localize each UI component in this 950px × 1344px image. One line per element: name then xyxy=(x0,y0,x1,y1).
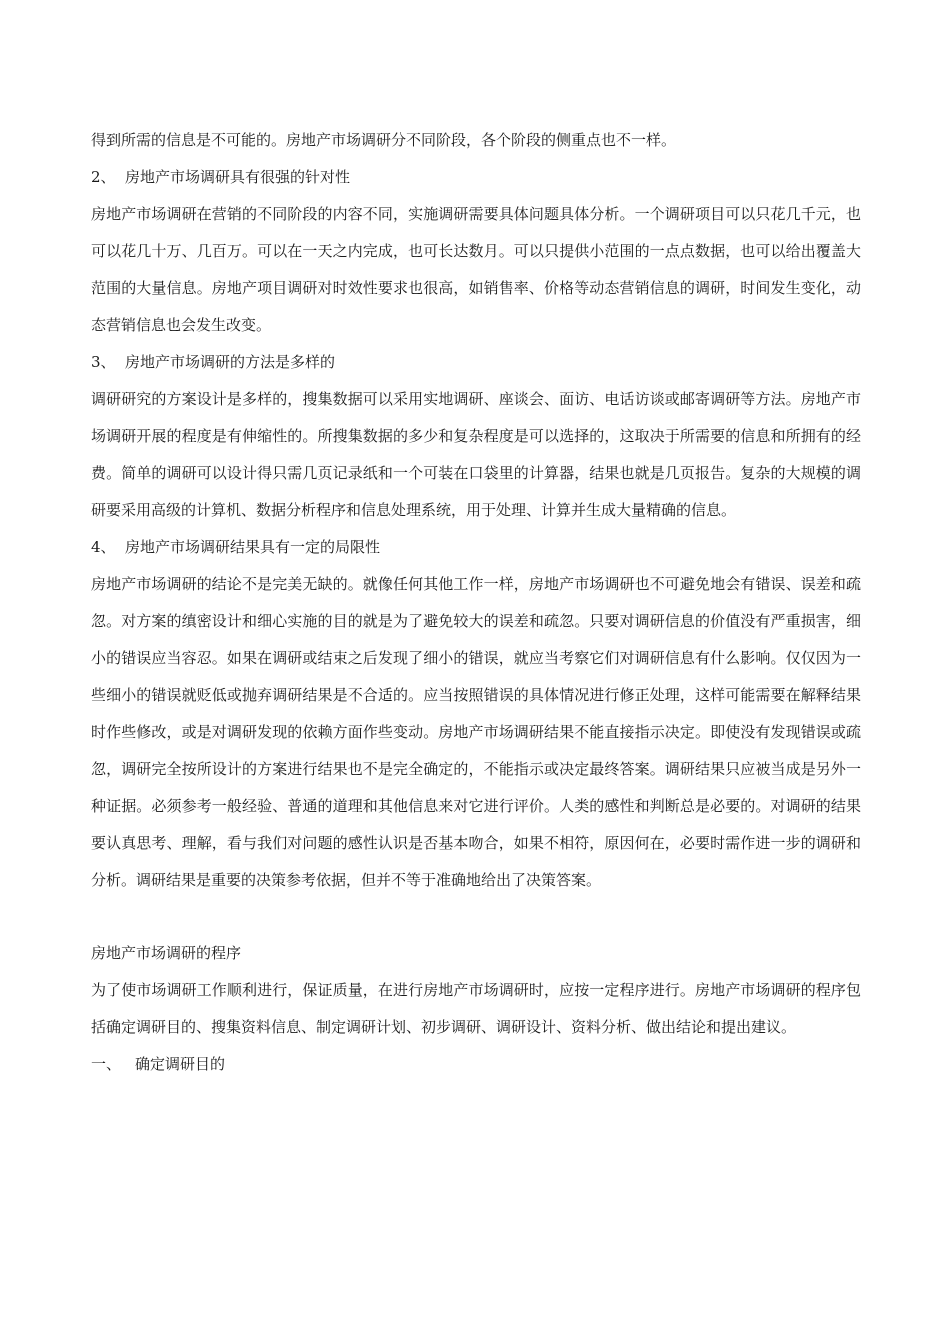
step-1-title: 确定调研目的 xyxy=(135,1055,226,1073)
point-2-heading xyxy=(91,159,861,196)
step-1-heading xyxy=(91,1046,861,1083)
point-3-paragraph: 调研研究的方案设计是多样的，搜集数据可以采用实地调研、座谈会、面访、电话访谈或邮寄调研等方法。房地产市场调研开展的程度是有伸缩性的。所搜集数据的多少和复杂程度是可以选择的，这取决于所需要的信息和所拥有的经费。简单的调研可以设计得只需几页记录纸和一个可装在口袋里的计算器，结果也就是几页报告。复杂的大规模的调研要采用高级的计算机、数据分析程序和信息处理系统，用于处理、计算并生成大量精确的信息。 xyxy=(91,390,861,519)
point-4-title: 房地产市场调研结果具有一定的局限性 xyxy=(125,538,381,556)
point-4-paragraph: 房地产市场调研的结论不是完美无缺的。就像任何其他工作一样，房地产市场调研也不可避免地会有错误、误差和疏忽。对方案的缜密设计和细心实施的目的就是为了避免较大的误差和疏忽。只要对调研信息的价值没有严重损害，细小的错误应当容忍。如果在调研或结束之后发现了细小的错误，就应当考察它们对调研信息有什么影响。仅仅因为一些细小的错误就贬低或抛弃调研结果是不合适的。应当按照错误的具体情况进行修正处理，这样可能需要在解释结果时作些修改，或是对调研发现的依赖方面作些变动。房地产市场调研结果不能直接指示决定。即使没有发现错误或疏忽，调研完全按所设计的方案进行结果也不是完全确定的，不能指示或决定最终答案。调研结果只应被当成是另外一种证据。必须参考一般经验、普通的道理和其他信息来对它进行评价。人类的感性和判断总是必要的。对调研的结果要认真思考、理解，看与我们对问题的感性认识是否基本吻合，如果不相符，原因何在，必要时需作进一步的调研和分析。调研结果是重要的决策参考依据，但并不等于准确地给出了决策答案。 xyxy=(91,575,861,889)
point-3-title: 房地产市场调研的方法是多样的 xyxy=(125,353,336,371)
point-2-title: 房地产市场调研具有很强的针对性 xyxy=(125,168,351,186)
point-4-heading xyxy=(91,529,861,566)
point-2-paragraph: 房地产市场调研在营销的不同阶段的内容不同，实施调研需要具体问题具体分析。一个调研项目可以只花几千元，也可以花几十万、几百万。可以在一天之内完成，也可长达数月。可以只提供小范围的一点点数据，也可以给出覆盖大范围的大量信息。房地产项目调研对时效性要求也很高，如销售率、价格等动态营销信息的调研，时间发生变化，动态营销信息也会发生改变。 xyxy=(91,205,861,334)
intro-paragraph: 得到所需的信息是不可能的。房地产市场调研分不同阶段，各个阶段的侧重点也不一样。 xyxy=(91,131,677,149)
point-3-number: 3、 xyxy=(91,353,116,371)
step-1-number: 一、 xyxy=(91,1055,122,1073)
procedure-paragraph: 为了使市场调研工作顺利进行，保证质量，在进行房地产市场调研时，应按一定程序进行。房地产市场调研的程序包括确定调研目的、搜集资料信息、制定调研计划、初步调研、调研设计、资料分析、做出结论和提出建议。 xyxy=(91,981,861,1036)
section-title: 房地产市场调研的程序 xyxy=(91,944,242,962)
document-body xyxy=(91,122,861,1083)
point-3-heading xyxy=(91,344,861,381)
point-4-number: 4、 xyxy=(91,538,116,556)
section-spacer xyxy=(91,899,861,935)
point-2-number: 2、 xyxy=(91,168,116,186)
